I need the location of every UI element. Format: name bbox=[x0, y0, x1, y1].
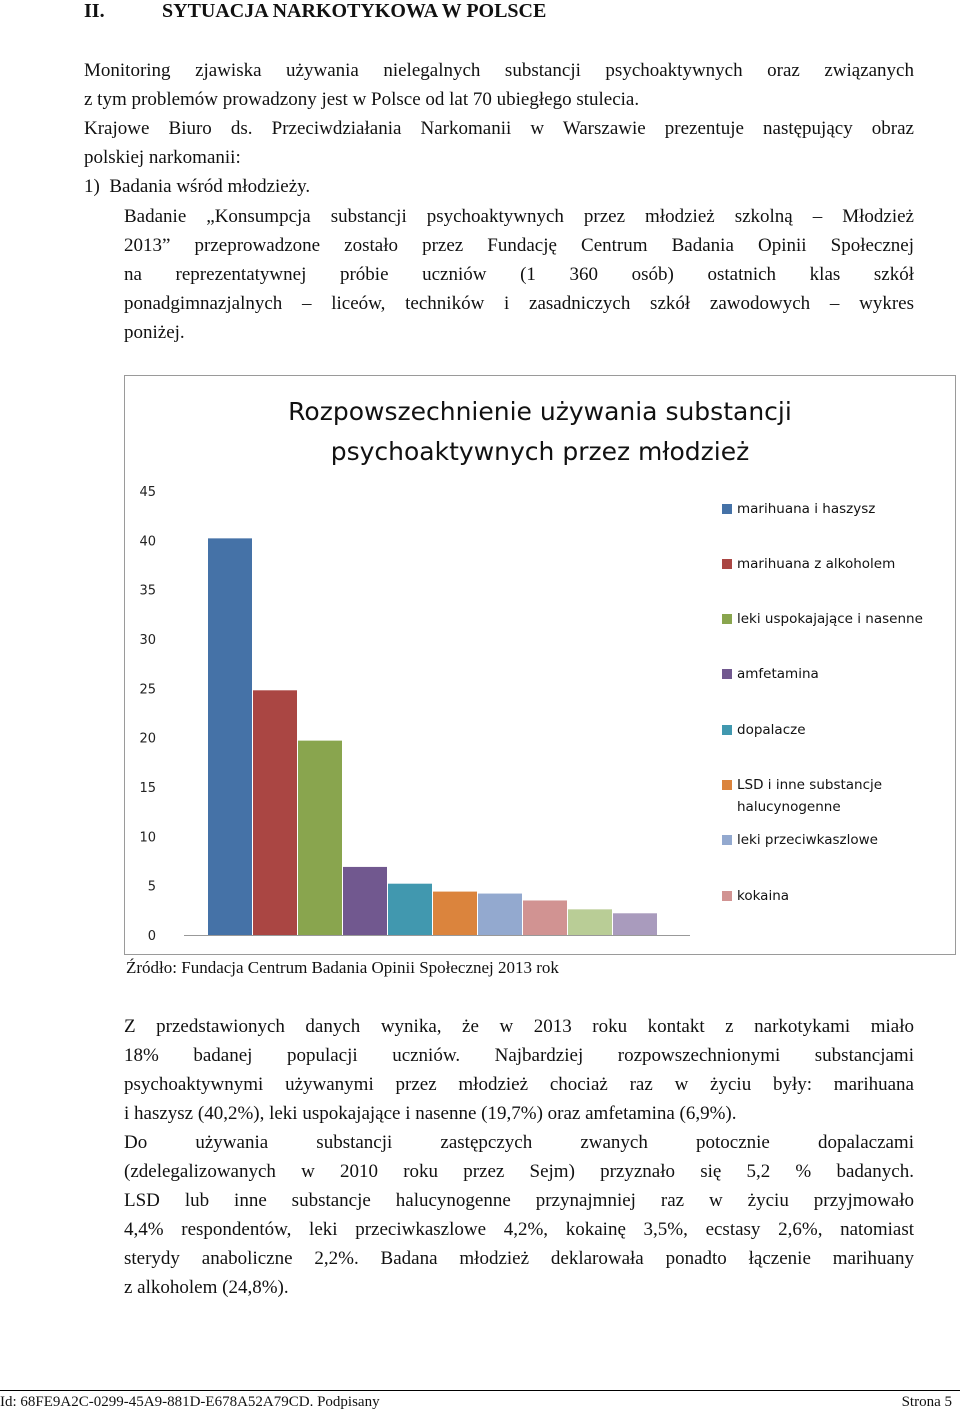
conclusion-line-1: Z przedstawionych danych wynika, że w 2013 roku kontakt z narkotykami miało bbox=[124, 1016, 914, 1037]
y-tick-label: 20 bbox=[139, 731, 156, 747]
chart-title-line-2: psychoaktywnych przez młodzież bbox=[330, 437, 750, 466]
footer-divider bbox=[0, 1390, 960, 1391]
legend-swatch-3 bbox=[722, 614, 732, 624]
conclusion-line-7: LSD lub inne substancje halucynogenne przynajmniej raz w życiu przyjmowało bbox=[124, 1190, 914, 1211]
chart-title-line-1: Rozpowszechnienie używania substancji bbox=[288, 397, 792, 426]
bar bbox=[433, 892, 477, 935]
study-line-1: Badanie „Konsumpcja substancji psychoaktywnych przez młodzież szkolną – Młodzież bbox=[124, 206, 914, 227]
legend-label-4: amfetamina bbox=[737, 666, 819, 682]
study-line-4: ponadgimnazjalnych – liceów, techników i zasadniczych szkół zawodowych – wykres bbox=[124, 293, 914, 314]
y-tick-label: 5 bbox=[147, 879, 156, 895]
intro-line-4: polskiej narkomanii: bbox=[84, 147, 241, 168]
legend-swatch-6 bbox=[722, 780, 732, 790]
legend-label-1: marihuana i haszysz bbox=[737, 501, 876, 517]
legend-swatch-5 bbox=[722, 725, 732, 735]
legend-swatch-4 bbox=[722, 669, 732, 679]
bar bbox=[523, 900, 567, 935]
bar bbox=[208, 538, 252, 935]
legend-label-5: dopalacze bbox=[737, 722, 806, 738]
study-line-2: 2013” przeprowadzone zostało przez Fundację Centrum Badania Opinii Społecznej bbox=[124, 235, 914, 256]
study-line-3: na reprezentatywnej próbie uczniów (1 360 osób) ostatnich klas szkół bbox=[124, 264, 914, 285]
y-tick-label: 45 bbox=[139, 485, 156, 500]
legend-label-7: leki przeciwkaszlowe bbox=[737, 832, 878, 848]
bar bbox=[343, 867, 387, 935]
conclusion-line-6: (zdelegalizowanych w 2010 roku przez Sejm) przyznało się 5,2 % badanych. bbox=[124, 1161, 914, 1182]
conclusion-line-3: psychoaktywnymi używanymi przez młodzież chociaż raz w życiu były: marihuana bbox=[124, 1074, 914, 1095]
conclusion-line-10: z alkoholem (24,8%). bbox=[124, 1277, 289, 1298]
legend-swatch-1 bbox=[722, 504, 732, 514]
section-title: SYTUACJA NARKOTYKOWA W POLSCE bbox=[162, 0, 547, 22]
intro-line-2: z tym problemów prowadzony jest w Polsce od lat 70 ubiegłego stulecia. bbox=[84, 89, 640, 110]
legend-label-8: kokaina bbox=[737, 888, 790, 904]
list-item-1: 1) Badania wśród młodzieży. bbox=[84, 176, 311, 197]
legend-label-6 bbox=[737, 774, 882, 818]
bar bbox=[298, 741, 342, 935]
bar bbox=[253, 690, 297, 935]
section-number: II. bbox=[84, 0, 105, 22]
y-tick-label: 30 bbox=[139, 633, 156, 648]
conclusion-line-8: 4,4% respondentów, leki przeciwkaszlowe 4,2%, kokainę 3,5%, ecstasy 2,6%, natomiast bbox=[124, 1219, 914, 1240]
footer-page-number: Strona 5 bbox=[901, 1394, 952, 1410]
y-tick-label: 35 bbox=[139, 583, 156, 599]
intro-line-1: Monitoring zjawiska używania nielegalnych substancji psychoaktywnych oraz związanych bbox=[84, 60, 914, 81]
legend-swatch-8 bbox=[722, 891, 732, 901]
chart-source: Źródło: Fundacja Centrum Badania Opinii Społecznej 2013 rok bbox=[126, 958, 559, 977]
legend-label-6-line-1: LSD i inne substancje bbox=[737, 777, 883, 793]
conclusion-line-5: Do używania substancji zastępczych zwanych potocznie dopalaczami bbox=[124, 1132, 914, 1153]
conclusion-line-2: 18% badanej populacji uczniów. Najbardziej rozpowszechnionymi substancjami bbox=[124, 1045, 914, 1066]
legend-label-2: marihuana z alkoholem bbox=[737, 556, 896, 572]
study-line-5: poniżej. bbox=[124, 322, 185, 343]
y-tick-label: 40 bbox=[139, 534, 156, 550]
legend-label-3: leki uspokajające i nasenne bbox=[737, 611, 923, 627]
footer-document-id: Id: 68FE9A2C-0299-45A9-881D-E678A52A79CD. Podpisany bbox=[0, 1394, 380, 1410]
y-tick-label: 25 bbox=[139, 682, 156, 698]
y-tick-label: 0 bbox=[147, 929, 156, 944]
bar bbox=[478, 894, 522, 935]
legend-swatch-7 bbox=[722, 835, 732, 845]
legend-label-6-line-2: halucynogenne bbox=[737, 799, 841, 815]
conclusion-line-4: i haszysz (40,2%), leki uspokajające i nasenne (19,7%) oraz amfetamina (6,9%). bbox=[124, 1103, 737, 1124]
y-tick-label: 10 bbox=[139, 830, 156, 846]
legend-swatch-2 bbox=[722, 559, 732, 569]
bar bbox=[613, 913, 657, 935]
bar bbox=[388, 884, 432, 935]
bar bbox=[568, 909, 612, 935]
intro-line-3: Krajowe Biuro ds. Przeciwdziałania Narkomanii w Warszawie prezentuje następujący obraz bbox=[84, 118, 914, 139]
conclusion-line-9: sterydy anaboliczne 2,2%. Badana młodzież deklarowała ponadto łączenie marihuany bbox=[124, 1248, 914, 1269]
y-tick-label: 15 bbox=[139, 781, 156, 796]
